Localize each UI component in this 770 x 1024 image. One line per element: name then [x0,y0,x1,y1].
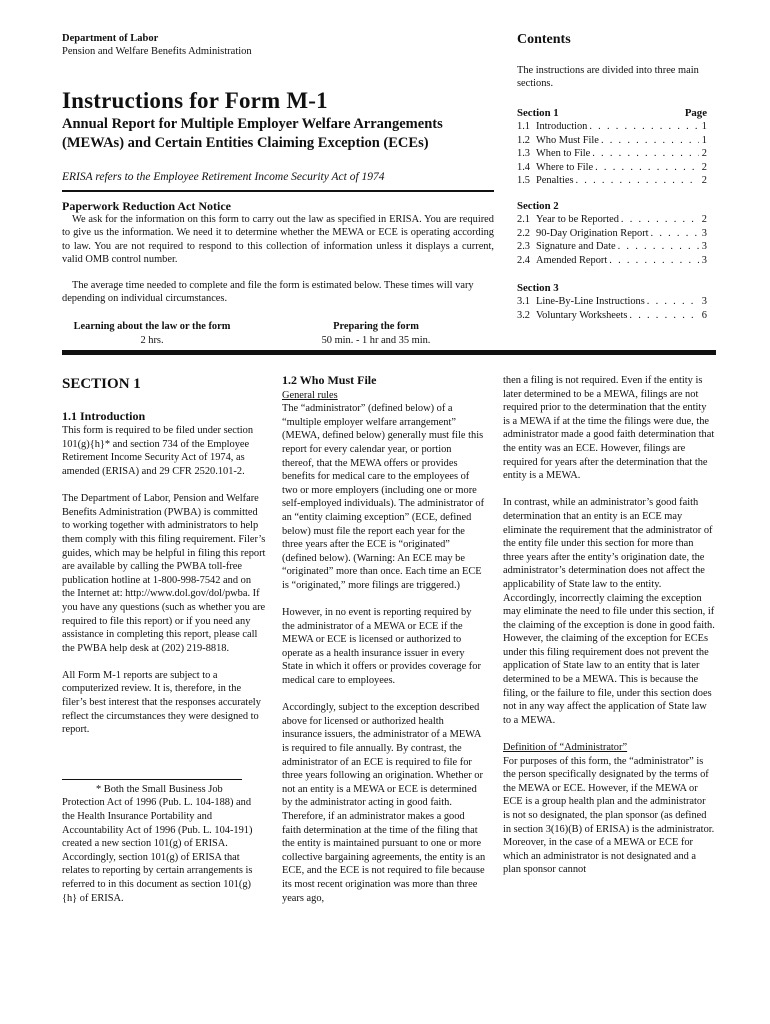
toc-item[interactable] [517,120,707,134]
toc-item[interactable] [517,147,707,161]
toc-item[interactable] [517,309,707,323]
toc-page-label: Page [684,107,707,119]
paperwork-para-2-text: The average time needed to complete and file the form is estimated below. These times will vary depending on individual circumstances. [62,280,474,305]
toc-item-page: 2 [701,214,707,225]
agency-name: Pension and Welfare Benefits Administration [62,46,252,57]
toc-item-num: 1.1 [517,121,530,132]
toc-item-num: 2.4 [517,254,530,266]
toc-item-page: 6 [701,309,707,321]
toc-item-page: 1 [701,134,707,146]
estimate-preparing-label: Preparing the form [333,321,419,332]
toc-item-page: 2 [701,148,707,160]
estimate-learning-label: Learning about the law or the form [73,321,231,332]
toc-section-2 [517,199,707,267]
toc-item-label: When to File [536,148,591,160]
toc-item[interactable] [517,254,707,268]
toc-item-page: 2 [701,161,707,173]
toc-item[interactable] [517,240,707,254]
toc-item-label: Where to File [536,161,594,173]
paperwork-para-2 [62,279,494,306]
who-must-file-heading: 1.2 Who Must File [282,373,377,387]
col3-para-3: For purposes of this form, the “administrator” is the person specifically designated by the terms of the MEWA or ECE. However, if the MEWA or ECE is a group health plan and the administrator is not so designated, the plan sponsor (as defined in section 3(16)(B) of ERISA) is the administrator. Moreover, in the case of a MEWA or ECE for which an administrator is not designated and a plan sponsor cannot [503,755,715,876]
toc-item-page: 2 [701,175,707,187]
who-must-file-para-1: The “administrator” (defined below) of a “multiple employer welfare arrangement” (MEWA, defined below) generally must file this report for every calendar year, or portion thereof, that the MEWA offers or provides benefits for medical care to the employees of two or more employers (including one or more self-employed individuals). The administrator of an “entity claiming exception” (ECE, defined below) must file the report each year for the three years after the ECE is “originated” (defined below). (Warning: An ECE may be “originated” more than once. Each time an ECE is “originated,” more filings are triggered.) [282,403,485,591]
intro-para-3: All Form M-1 reports are subject to a computerized review. It is, therefore, in the filer’s best interest that the responses accurately reflect the circumstances they were designed to report. [62,669,261,736]
toc-item[interactable] [517,295,707,309]
toc-section-1 [517,106,707,188]
department-name: Department of Labor [62,33,159,44]
administrator-definition-heading: Definition of “Administrator” [503,742,628,754]
toc-item-num: 3.2 [517,309,530,321]
who-must-file-para-2: However, in no event is reporting required by the administrator of a MEWA or ECE if the MEWA or ECE is licensed or authorized to operate as a health insurance issuer in every State in which it offers or provides coverage for medical care to employees. [282,607,481,687]
document-title: Instructions for Form M-1 [62,88,328,113]
who-must-file-para-3: Accordingly, subject to the exception described above for licensed or authorized health insurance issuers, the administrator of a MEWA is required to file annually. By contrast, the administrator of an ECE is required to file for three years following an origination. Whether or not an entity is a MEWA or ECE is determined by the administrator acting in good faith. Therefore, if an administrator makes a good faith determination at the time of the filing that the entity is maintained pursuant to one or more collective bargaining agreements, the entity is an ECE, and the ECE is not required to file because its most recent origination was more than three years ago, [282,702,486,904]
general-rules-heading: General rules [282,389,338,401]
toc-item-page: 3 [701,254,707,266]
toc-item-label: Line-By-Line Instructions [536,296,645,307]
col3-para-2: In contrast, while an administrator’s good faith determination that an entity is an ECE may eliminate the requirement that the administrator of the entity file under this section for more than three years after the entity’s origination date, the administrator’s determination does not affect the applicability of State law to the entity. Accordingly, incorrectly claiming the exception may eliminate the need to file under this section, if the claiming of the exception is done in good faith. However, the claiming of the exception for ECEs under this filing requirement does not prevent the application of State law to an entity that is later determined to be a MEWA. This is because the filing, or the failure to file, under this section does not in any way affect the application of State law to a MEWA. [503,497,715,726]
toc-section-1-title: Section 1 [517,107,559,119]
toc-item[interactable] [517,161,707,175]
toc-item-label: Amended Report [536,254,608,266]
toc-item[interactable] [517,134,707,148]
toc-item-label: 90-Day Origination Report [536,227,649,239]
toc-item-page: 1 [701,121,707,132]
paperwork-para-1-text: We ask for the information on this form to carry out the law as specified in ERISA. You are required to give us the information. We need it to determine whether the MEWA or ECE is operating according to law. You are not required to respond to this collection of information unless it displays a current, valid OMB control number. [62,214,494,266]
toc-section-3 [517,281,707,322]
footnote-rule [62,779,242,780]
toc-item-num: 2.2 [517,227,530,239]
estimate-preparing [286,320,466,348]
toc-item-page: 3 [701,241,707,253]
paperwork-heading: Paperwork Reduction Act Notice [62,199,231,213]
toc-section-3-title: Section 3 [517,282,559,294]
toc-item-label: Penalties [536,175,574,187]
toc-item-label: Voluntary Worksheets [536,309,628,321]
toc-item-page: 3 [701,227,707,239]
toc-item-label: Signature and Date [536,241,616,253]
toc-item-label: Introduction [536,121,588,132]
column-3 [503,374,715,877]
contents-heading: Contents [517,32,571,47]
toc-item[interactable] [517,174,707,188]
column-1 [62,374,266,905]
toc-item-num: 1.2 [517,134,530,146]
agency-header [62,32,252,58]
toc-section-2-title: Section 2 [517,200,559,212]
estimate-preparing-value: 50 min. - 1 hr and 35 min. [321,335,431,346]
document-subtitle: Annual Report for Multiple Employer Welfare Arrangements (MEWAs) and Certain Entities Claiming Exception (ECEs) [62,116,443,151]
introduction-heading: 1.1 Introduction [62,408,146,423]
toc-item-num: 1.3 [517,148,530,160]
toc-item-label: Who Must File [536,134,599,146]
estimate-learning-value: 2 hrs. [140,335,164,346]
contents-intro: The instructions are divided into three main sections. [517,65,699,90]
col3-para-1: then a filing is not required. Even if the entity is later determined to be a MEWA, filings are not required prior to the determination that the entity is a MEWA if at the time the filings were due, the administrator made a good faith determination that the entity was an ECE. However, filings are required for years after the determination that the entity is a MEWA. [503,375,715,482]
toc-item-num: 3.1 [517,296,530,307]
toc-item-num: 1.5 [517,175,530,187]
toc-item-page: 3 [701,296,707,307]
toc-item-num: 2.3 [517,241,530,253]
section-divider [62,350,716,355]
intro-para-1: This form is required to be filed under section 101(g){h}* and section 734 of the Employee Retirement Income Security Act of 1974, as amended (ERISA) and 29 CFR 2520.101-2. [62,425,254,477]
erisa-divider [62,190,494,192]
footnote: * Both the Small Business Job Protection Act of 1996 (Pub. L. 104-188) and the Health Insurance Portability and Accountability Act of 1996 (Pub. L. 104-191) created a new section 101(g) of ERISA. Accordingly, section 101(g) of ERISA that relates to reporting by certain arrangements is referred to in this document as section 101(g){h} of ERISA. [62,783,253,904]
paperwork-para-1 [62,213,494,267]
estimate-learning [62,320,242,348]
toc-item[interactable] [517,227,707,241]
toc-item-num: 2.1 [517,214,530,225]
section-1-title: SECTION 1 [62,376,141,392]
toc-item-label: Year to be Reported [536,214,619,225]
toc-item[interactable] [517,213,707,227]
erisa-note: ERISA refers to the Employee Retirement Income Security Act of 1974 [62,171,385,183]
toc-item-num: 1.4 [517,161,530,173]
column-2 [282,374,486,905]
intro-para-2: The Department of Labor, Pension and Welfare Benefits Administration (PWBA) is committed to working together with administrators to help them comply with this filing requirement. Filer’s guides, which may be helpful in filing this report are available by calling the PWBA toll-free publication hotline at 1-800-998-7542 and on the Internet at: http://www.dol.gov/dol/pwba. If you have any questions (such as whether you are required to file this report) or if you need any assistance in completing this report, please call the PWBA help desk at (202) 219-8818. [62,493,266,654]
